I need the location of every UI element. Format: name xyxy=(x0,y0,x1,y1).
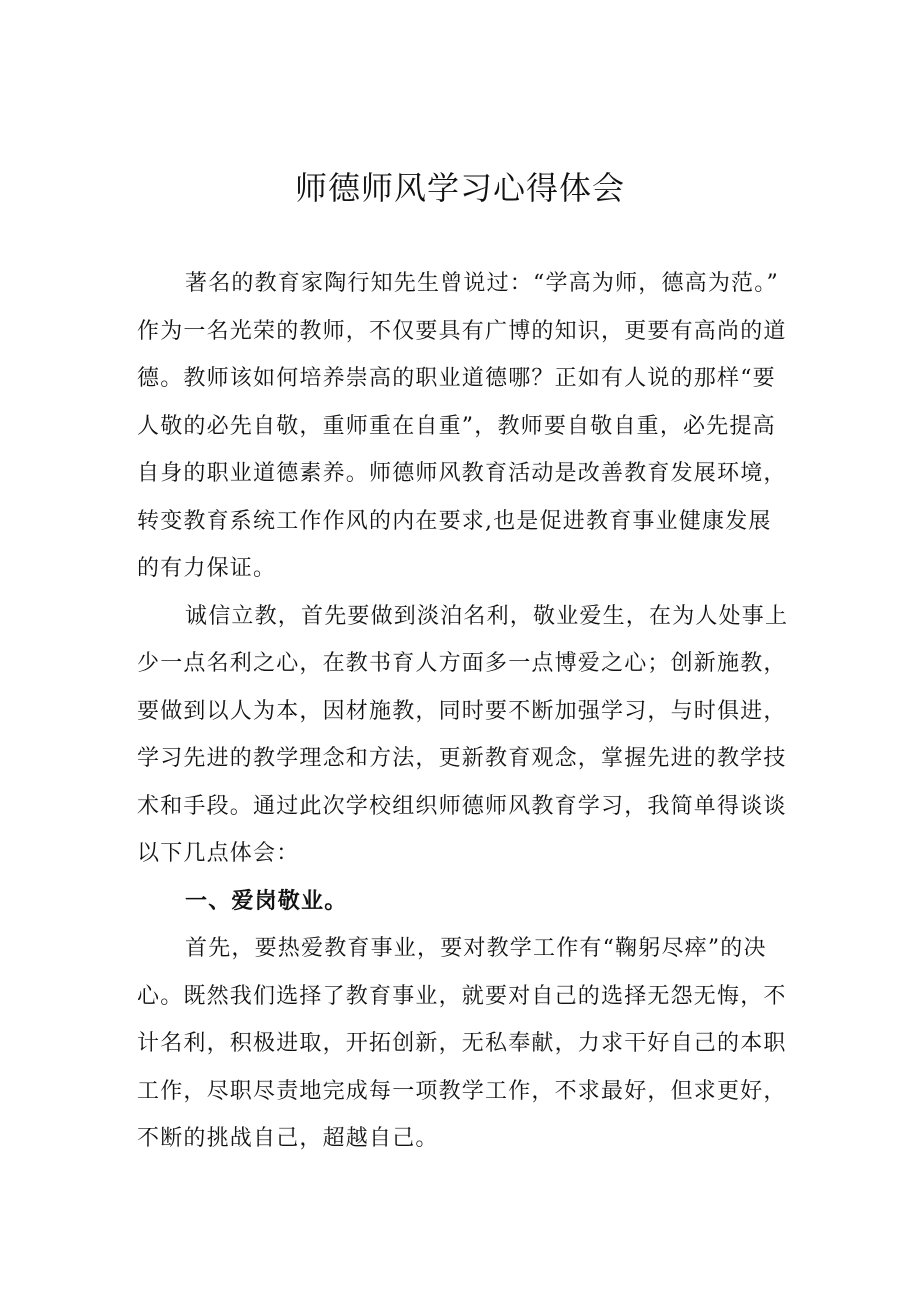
text-line: 人敬的必先自敬，重师重在自重”，教师要自敬自重，必先提高 xyxy=(137,413,776,439)
text-line: 少一点名利之心，在教书育人方面多一点博爱之心；创新施教， xyxy=(137,651,787,676)
text-line: 转变教育系统工作作风的内在要求,也是促进教育事业健康发展 xyxy=(137,508,772,534)
text-line: 德。教师该如何培养崇高的职业道德哪？正如有人说的那样“要 xyxy=(137,366,776,391)
text-line: 自身的职业道德素养。师德师风教育活动是改善教育发展环境， xyxy=(137,461,787,486)
text-line: 工作，尽职尽责地完成每一项教学工作，不求最好，但求更好， xyxy=(137,1078,787,1104)
text-line: 首先，要热爱教育事业，要对教学工作有“鞠躬尽瘁”的决 xyxy=(185,936,767,961)
text-line: 计名利，积极进取，开拓创新，无私奉献，力求干好自己的本职 xyxy=(137,1031,787,1056)
text-line: 要做到以人为本，因材施教，同时要不断加强学习，与时俱进， xyxy=(137,698,787,724)
text-line: 的有力保证。 xyxy=(137,556,277,581)
document-title: 师德师风学习心得体会 xyxy=(294,169,625,207)
paragraph-integrity xyxy=(137,593,793,878)
text-line: 诚信立教，首先要做到淡泊名利，敬业爱生，在为人处事上 xyxy=(185,603,789,629)
text-line: 术和手段。通过此次学校组织师德师风教育学习，我简单得谈谈 xyxy=(137,793,787,819)
text-line: 作为一名光荣的教师，不仅要具有广博的知识，更要有高尚的道 xyxy=(137,318,787,344)
paragraph-dedication xyxy=(137,925,793,1163)
section-heading: 一、爱岗敬业。 xyxy=(185,888,348,914)
text-line: 不断的挑战自己，超越自己。 xyxy=(137,1126,439,1151)
text-line: 心。既然我们选择了教育事业，就要对自己的选择无怨无悔，不 xyxy=(137,983,787,1009)
text-line: 学习先进的教学理念和方法，更新教育观念，掌握先进的教学技 xyxy=(137,746,787,771)
document-body xyxy=(137,260,793,1163)
paragraph-intro xyxy=(137,260,793,593)
text-line: 著名的教育家陶行知先生曾说过：“学高为师，德高为范。” xyxy=(185,271,779,296)
text-line: 以下几点体会： xyxy=(137,841,300,866)
